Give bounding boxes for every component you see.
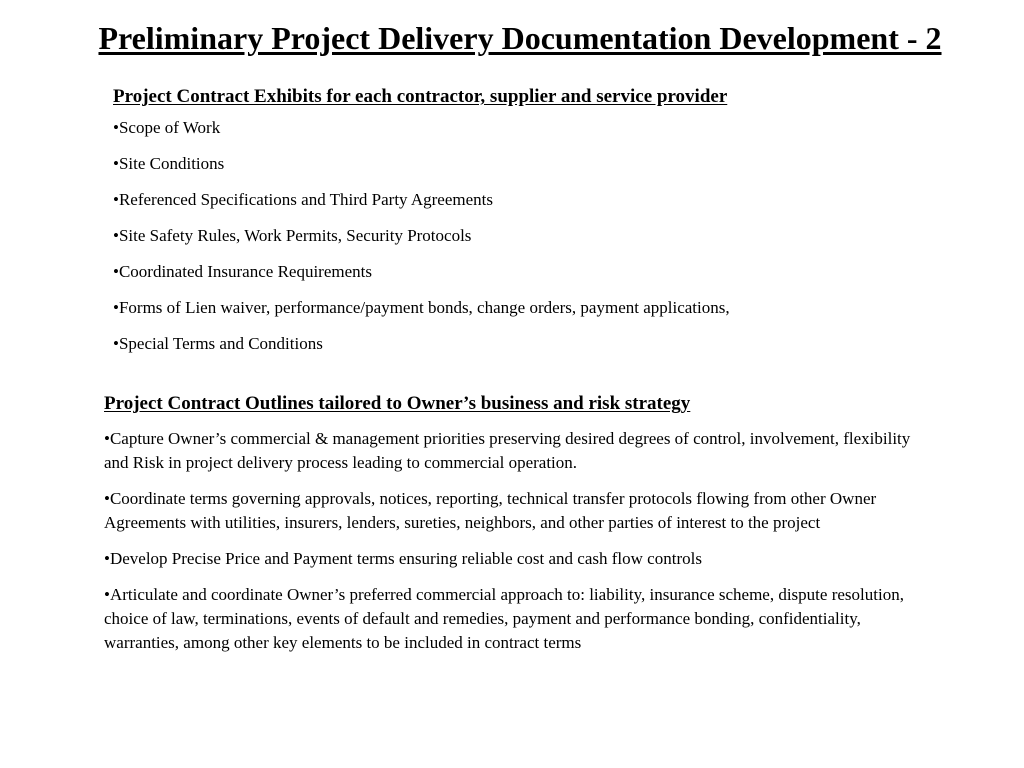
slide-title: Preliminary Project Delivery Documentation Development - 2 [98,20,942,56]
list-item: •Coordinated Insurance Requirements [113,262,372,281]
contract-exhibits-section [113,86,913,370]
contract-outlines-list [104,427,914,655]
list-item: •Site Conditions [113,154,225,173]
list-item: •Referenced Specifications and Third Party Agreements [113,190,493,209]
list-item: •Capture Owner’s commercial & management priorities preserving desired degrees of control, involvement, flexibility and Risk in project delivery process leading to commercial operation. [104,429,911,472]
list-item: •Site Safety Rules, Work Permits, Security Protocols [113,226,472,245]
contract-outlines-heading: Project Contract Outlines tailored to Owner’s business and risk strategy [104,393,691,414]
list-item: •Develop Precise Price and Payment terms ensuring reliable cost and cash flow controls [104,549,702,568]
list-item: •Forms of Lien waiver, performance/payment bonds, change orders, payment applications, [113,298,730,317]
contract-exhibits-list [113,118,913,354]
list-item: •Coordinate terms governing approvals, notices, reporting, technical transfer protocols flowing from other Owner Agreements with utilities, insurers, lenders, sureties, neighbors, and other parties of interest to the project [104,489,877,532]
list-item: •Articulate and coordinate Owner’s preferred commercial approach to: liability, insurance scheme, dispute resolution, choice of law, terminations, events of default and remedies, payment and performance bonding, confidentiality, warranties, among other key elements to be included in contract terms [104,585,904,652]
contract-outlines-section [104,393,914,667]
list-item: •Scope of Work [113,118,221,137]
contract-exhibits-heading: Project Contract Exhibits for each contractor, supplier and service provider [113,86,728,107]
list-item: •Special Terms and Conditions [113,334,323,353]
